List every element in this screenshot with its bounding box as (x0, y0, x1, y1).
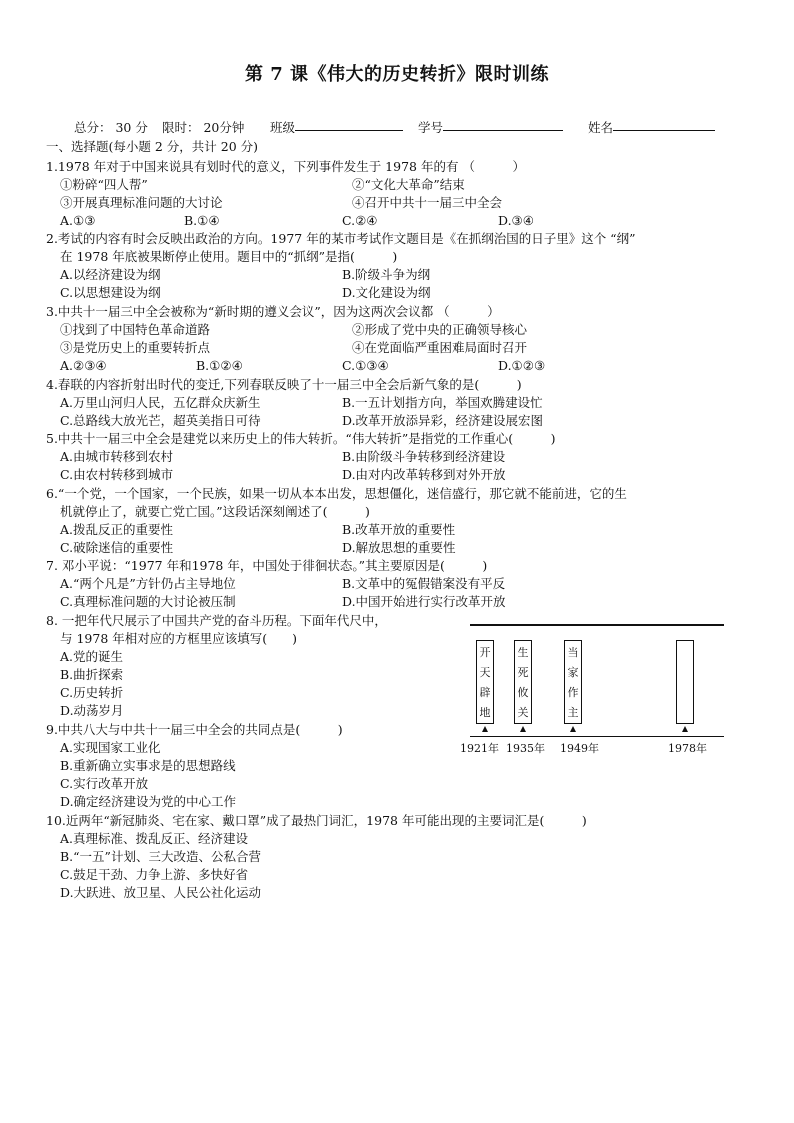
question-6 (46, 485, 736, 557)
class-label: 班级 (270, 120, 296, 135)
question-stem-cont: 机就停止了，就要亡党亡国。”这段话深刻阐述了( ) (60, 504, 370, 519)
question-7 (46, 557, 736, 611)
number-field[interactable] (418, 118, 443, 136)
timeline-box-1978[interactable] (676, 640, 694, 724)
option-d[interactable]: D.③④ (498, 213, 534, 228)
option-d[interactable]: D.解放思想的重要性 (342, 540, 456, 555)
timeline-year: 1978年 (668, 742, 707, 755)
option-a[interactable]: A.由城市转移到农村 (60, 449, 174, 464)
option-d[interactable]: D.改革开放添异彩，经济建设展宏图 (342, 413, 544, 428)
option-c[interactable]: C.总路线大放光芒，超英美指日可待 (60, 413, 261, 428)
option-a[interactable]: A.真理标准、拨乱反正、经济建设 (60, 831, 249, 846)
question-stem: 4.春联的内容折射出时代的变迁,下列春联反映了十一届三中全会后新气象的是( ) (46, 377, 522, 392)
timeline-year: 1935年 (506, 742, 545, 755)
exam-meta (74, 118, 734, 136)
question-1 (46, 158, 736, 230)
class-field[interactable] (270, 118, 295, 136)
option-a[interactable]: A.万里山河归人民，五亿群众庆新生 (60, 395, 261, 410)
timeline-top-line (470, 624, 724, 626)
question-stem: 6.“一个党，一个国家，一个民族，如果一切从本本出发，思想僵化，迷信盛行，那它就不能前进，它的生 (46, 486, 627, 501)
question-stem: 8. 一把年代尺展示了中国共产党的奋斗历程。下面年代尺中， (46, 613, 387, 628)
name-field[interactable] (588, 118, 613, 136)
option-d[interactable]: D.中国开始进行实行改革开放 (342, 594, 506, 609)
total-score: 总分： 30 分 (74, 120, 148, 135)
question-stem-cont: 在 1978 年底被果断停止使用。题目中的“抓纲”是指( ) (60, 249, 398, 264)
item: ①粉碎“四人帮” (60, 177, 148, 192)
question-10 (46, 812, 736, 902)
name-blank[interactable] (613, 118, 715, 131)
option-b[interactable]: B.①④ (184, 213, 220, 228)
question-stem: 10.近两年“新冠肺炎、宅在家、戴口罩”成了最热门词汇，1978 年可能出现的主要词汇是( ) (46, 813, 587, 828)
option-a[interactable]: A.党的诞生 (60, 649, 124, 664)
item: ②“文化大革命”结束 (352, 177, 465, 192)
option-b[interactable]: B.①②④ (196, 358, 243, 373)
option-a[interactable]: A.②③④ (60, 358, 107, 373)
option-b[interactable]: B.改革开放的重要性 (342, 522, 456, 537)
option-c[interactable]: C.②④ (342, 213, 378, 228)
timeline-box-1949: 当家作主 (564, 640, 582, 724)
option-c[interactable]: C.以思想建设为纲 (60, 285, 161, 300)
option-c[interactable]: C.真理标准问题的大讨论被压制 (60, 594, 236, 609)
question-stem: 3.中共十一届三中全会被称为“新时期的遵义会议”，因为这两次会议都 （ ） (46, 304, 500, 319)
question-stem: 5.中共十一届三中全会是建党以来历史上的伟大转折。“伟大转折”是指党的工作重心( ) (46, 431, 556, 446)
option-b[interactable]: B.重新确立实事求是的思想路线 (60, 758, 236, 773)
option-b[interactable]: B.由阶级斗争转移到经济建设 (342, 449, 506, 464)
option-d[interactable]: D.由对内改革转移到对外开放 (342, 467, 506, 482)
question-stem: 1.1978 年对于中国来说具有划时代的意义，下列事件发生于 1978 年的有 （ ） (46, 159, 525, 174)
question-3 (46, 303, 736, 375)
timeline-year: 1949年 (560, 742, 599, 755)
number-label: 学号 (418, 120, 444, 135)
page-title: 第 7 课《伟大的历史转折》限时训练 (244, 64, 550, 85)
timeline-box-1921: 开天辟地 (476, 640, 494, 724)
option-d[interactable]: D.①②③ (498, 358, 546, 373)
option-a[interactable]: A.拨乱反正的重要性 (60, 522, 174, 537)
option-b[interactable]: B.曲折探索 (60, 667, 124, 682)
number-blank[interactable] (443, 118, 563, 131)
option-c[interactable]: C.历史转折 (60, 685, 124, 700)
option-a[interactable]: A.实现国家工业化 (60, 740, 161, 755)
question-5 (46, 430, 736, 484)
question-2 (46, 230, 736, 302)
question-stem: 2.考试的内容有时会反映出政治的方向。1977 年的某市考试作文题目是《在抓纲治国的日子里》这个 “纲” (46, 231, 636, 246)
option-d[interactable]: D.大跃进、放卫星、人民公社化运动 (60, 885, 262, 900)
item: ④召开中共十一届三中全会 (352, 195, 503, 210)
option-c[interactable]: C.鼓足干劲、力争上游、多快好省 (60, 867, 249, 882)
option-a[interactable]: A.“两个凡是”方针仍占主导地位 (60, 576, 236, 591)
item: ④在党面临严重困难局面时召开 (352, 340, 528, 355)
question-4 (46, 376, 736, 430)
option-c[interactable]: C.由农村转移到城市 (60, 467, 174, 482)
item: ②形成了党中央的正确领导核心 (352, 322, 528, 337)
option-c[interactable]: C.①③④ (342, 358, 389, 373)
class-blank[interactable] (295, 118, 403, 131)
option-d[interactable]: D.文化建设为纲 (342, 285, 431, 300)
time-limit: 限时： 20分钟 (162, 120, 245, 135)
option-c[interactable]: C.破除迷信的重要性 (60, 540, 174, 555)
option-d[interactable]: D.确定经济建设为党的中心工作 (60, 794, 237, 809)
question-stem: 7. 邓小平说：“1977 年和1978 年，中国处于徘徊状态。”其主要原因是( ) (46, 558, 488, 573)
option-b[interactable]: B.一五计划指方向，举国欢腾建设忙 (342, 395, 543, 410)
option-c[interactable]: C.实行改革开放 (60, 776, 149, 791)
option-b[interactable]: B.“一五”计划、三大改造、公私合营 (60, 849, 261, 864)
question-stem-cont: 与 1978 年相对应的方框里应该填写( ) (60, 631, 298, 646)
question-9 (46, 721, 736, 811)
option-b[interactable]: B.文革中的冤假错案没有平反 (342, 576, 506, 591)
option-b[interactable]: B.阶级斗争为纲 (342, 267, 431, 282)
section-heading: 一、选择题(每小题 2 分，共计 20 分) (46, 139, 259, 154)
name-label: 姓名 (588, 120, 614, 135)
option-d[interactable]: D.动荡岁月 (60, 703, 124, 718)
question-stem: 9.中共八大与中共十一届三中全会的共同点是( ) (46, 722, 343, 737)
option-a[interactable]: A.以经济建设为纲 (60, 267, 161, 282)
timeline-year: 1921年 (460, 742, 499, 755)
timeline-box-1935: 生死攸关 (514, 640, 532, 724)
item: ③开展真理标准问题的大讨论 (60, 195, 223, 210)
item: ③是党历史上的重要转折点 (60, 340, 211, 355)
option-a[interactable]: A.①③ (60, 213, 96, 228)
item: ①找到了中国特色革命道路 (60, 322, 211, 337)
